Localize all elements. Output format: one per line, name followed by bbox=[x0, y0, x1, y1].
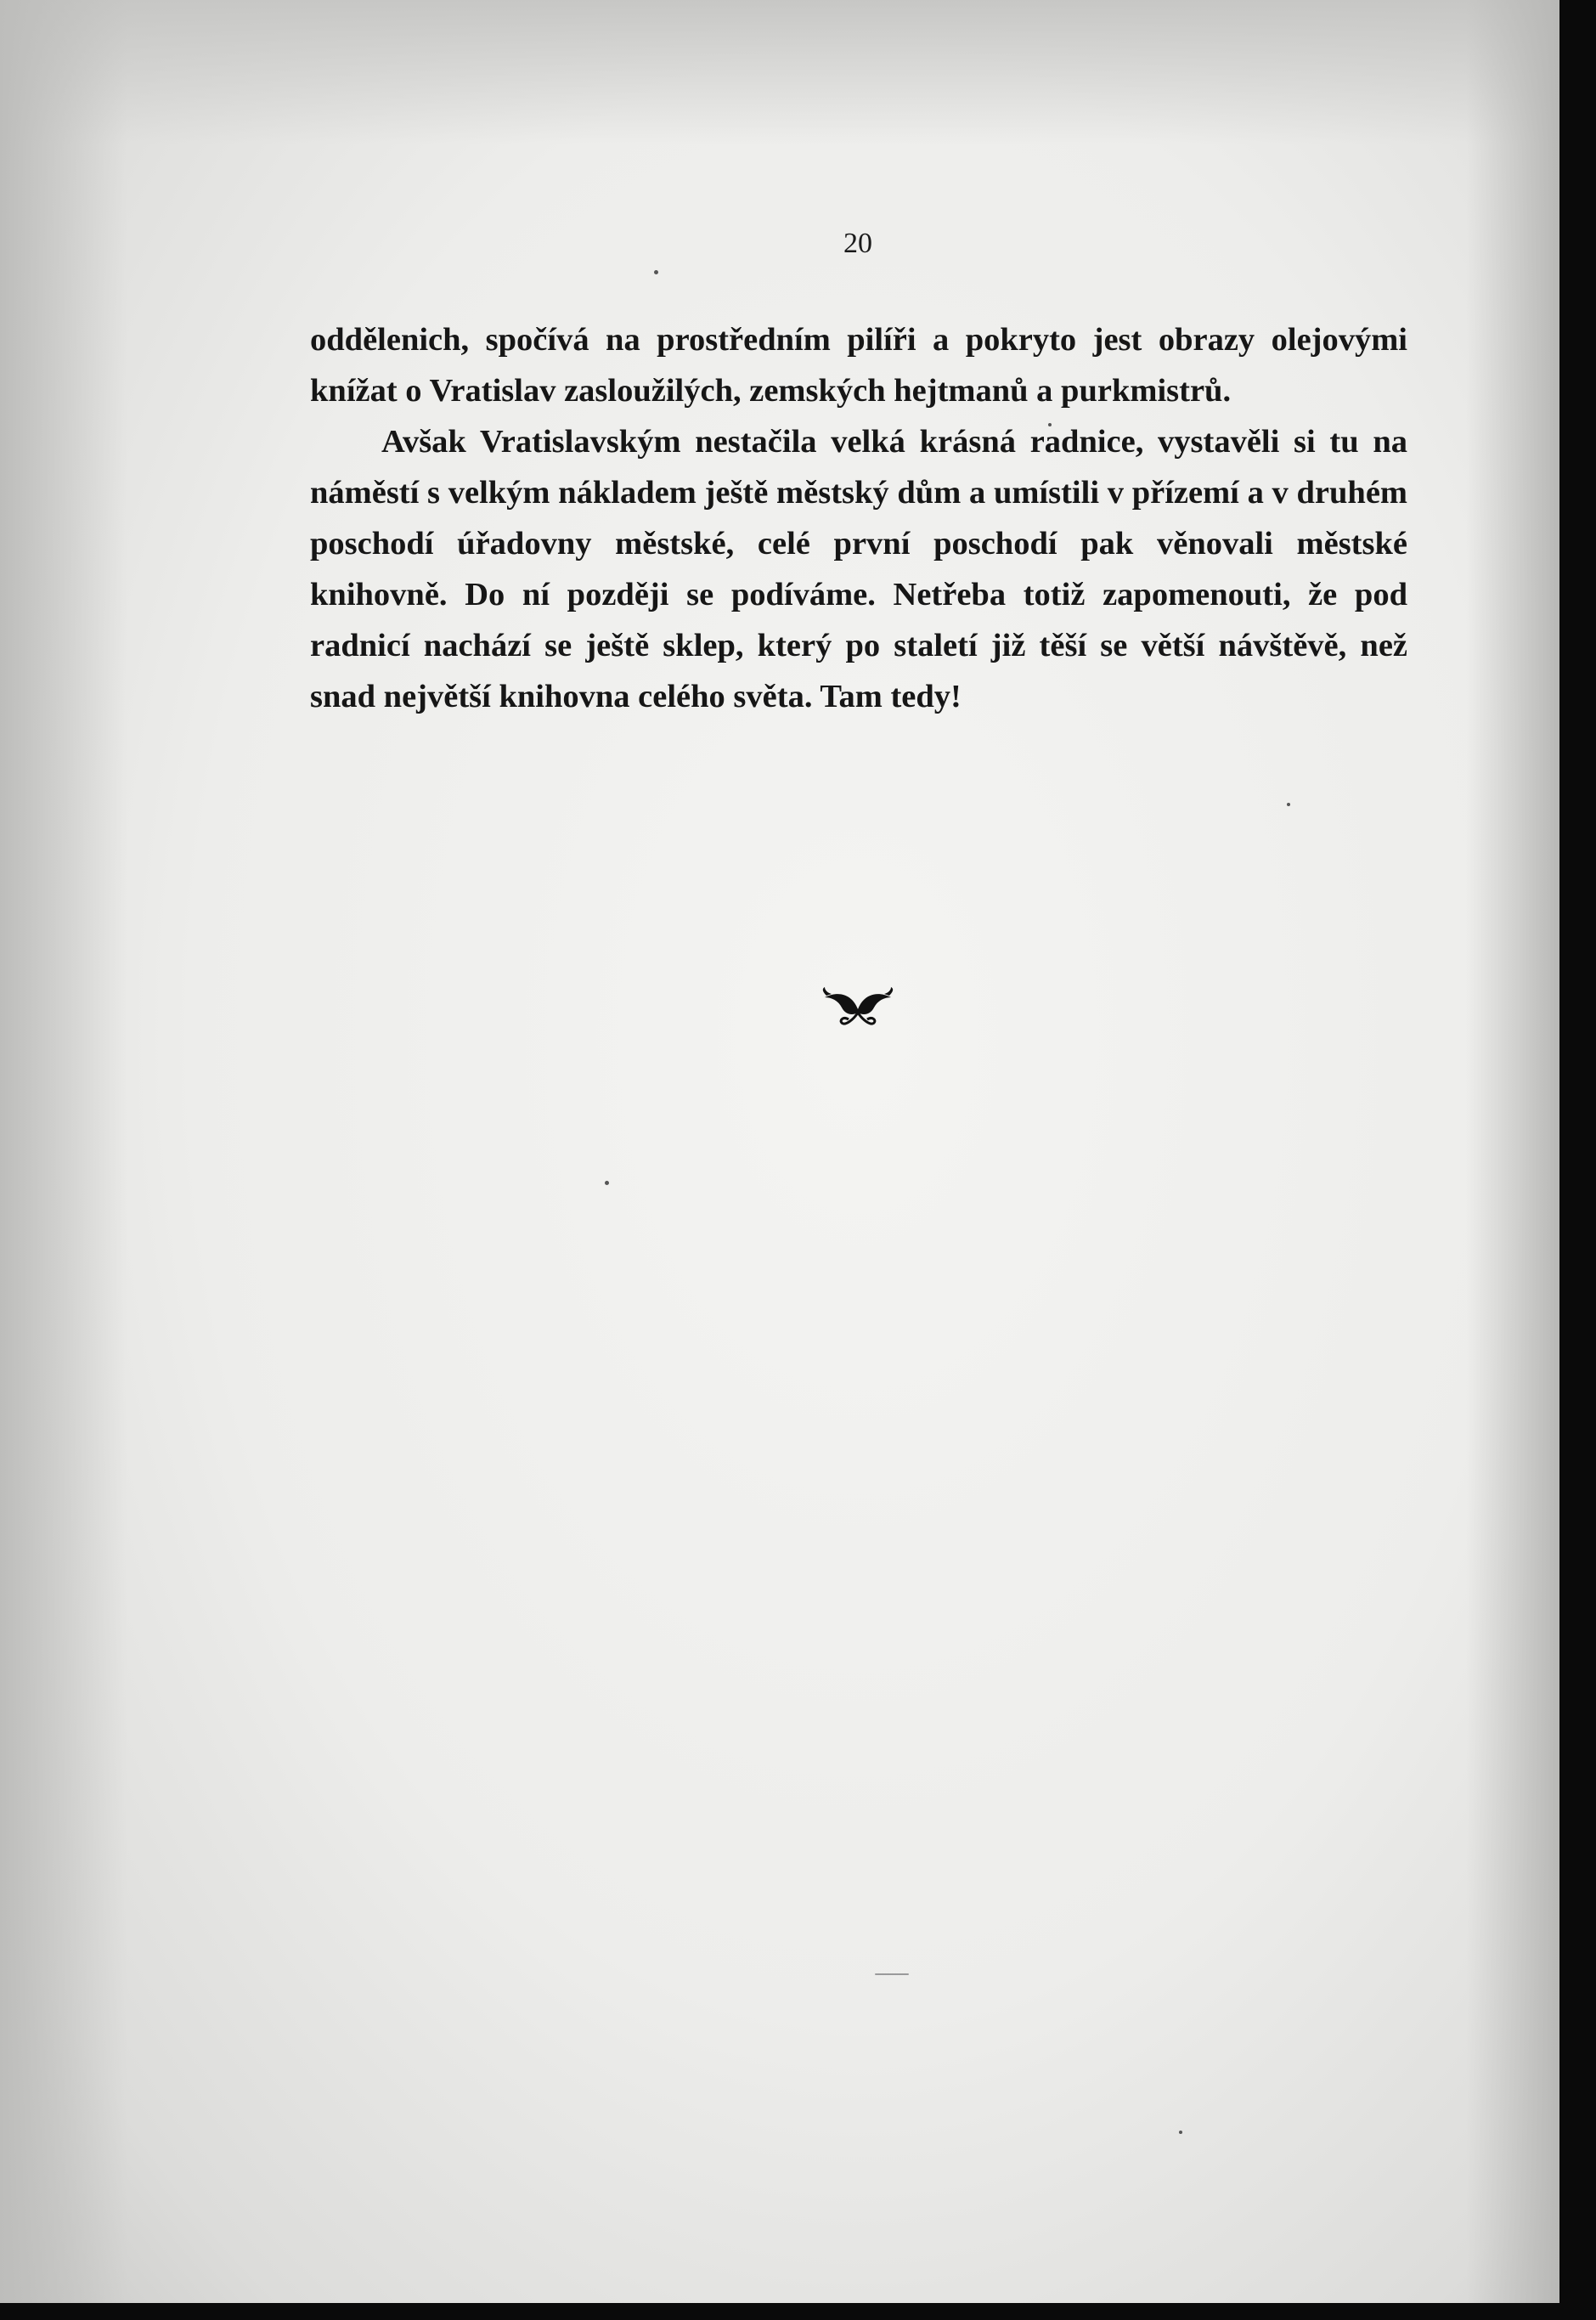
scan-speck bbox=[605, 1181, 609, 1185]
scan-speck bbox=[875, 1973, 909, 1975]
body-text bbox=[310, 314, 1407, 722]
fleuron-icon bbox=[820, 985, 896, 1036]
scan-border-right bbox=[1559, 0, 1596, 2320]
page-shadow-top bbox=[0, 0, 1559, 144]
scan-speck bbox=[1179, 2131, 1182, 2134]
scan-speck bbox=[1287, 803, 1290, 806]
paragraph-continued: oddělenich, spočívá na prostředním pilíři a pokryto jest obrazy olejovými knížat o Vratislav zasloužilých, zemských hejtmanů a purkmistrů. bbox=[310, 322, 1407, 409]
page-shadow-left bbox=[0, 0, 127, 2303]
paragraph: Avšak Vratislavským nestačila velká krásná radnice, vystavěli si tu na náměstí s velkým nákladem ještě městský dům a umístili v přízemí a v druhém poschodí úřadovny městské, celé první poschodí pak věnovali městské knihovně. Do ní později se podíváme. Netřeba totiž zapomenouti, že pod radnicí nachází se ještě sklep, který po staletí již těší se větší návštěvě, než snad největší knihovna celého světa. Tam tedy! bbox=[310, 424, 1407, 714]
page-shadow-right bbox=[1466, 0, 1559, 2303]
scan-speck bbox=[654, 270, 658, 274]
scan-border-bottom bbox=[0, 2303, 1596, 2320]
page-number: 20 bbox=[843, 228, 872, 259]
